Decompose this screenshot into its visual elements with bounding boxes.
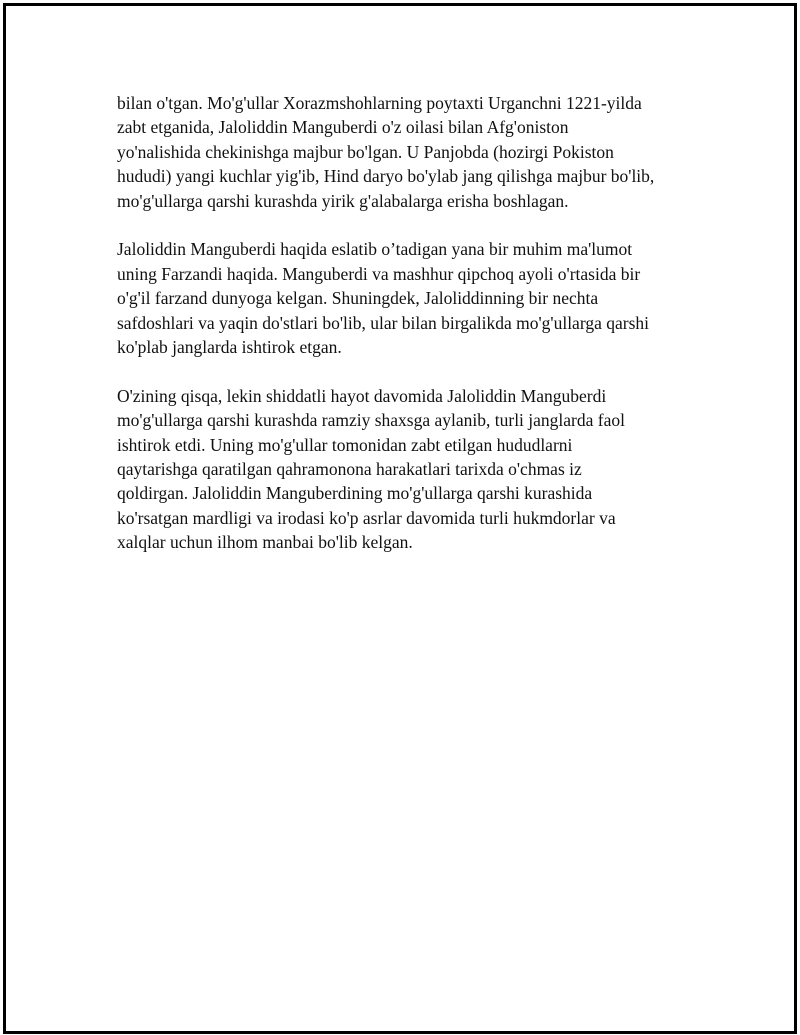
text-line: hududi) yangi kuchlar yig'ib, Hind daryo bo'ylab jang qilishga majbur bo'lib, <box>117 166 655 187</box>
paragraph-3 <box>117 384 697 555</box>
document-body <box>117 91 697 579</box>
text-line: xalqlar uchun ilhom manbai bo'lib kelgan. <box>117 532 413 553</box>
text-line: Jaloliddin Manguberdi haqida eslatib o’tadigan yana bir muhim ma'lumot <box>117 239 633 260</box>
paragraph-2 <box>117 237 697 359</box>
text-line: O'zining qisqa, lekin shiddatli hayot davomida Jaloliddin Manguberdi <box>117 385 607 406</box>
text-line: qoldirgan. Jaloliddin Manguberdining mo'g'ullarga qarshi kurashida <box>117 483 593 504</box>
text-line: mo'g'ullarga qarshi kurashda yirik g'alabalarga erisha boshlagan. <box>117 190 569 211</box>
paragraph-1 <box>117 91 697 213</box>
text-line: ko'plab janglarda ishtirok etgan. <box>117 337 342 358</box>
text-line: bilan o'tgan. Mo'g'ullar Xorazmshohlarning poytaxti Urganchni 1221-yilda <box>117 93 642 113</box>
text-line: mo'g'ullarga qarshi kurashda ramziy shaxsga aylanib, turli janglarda faol <box>117 410 625 431</box>
text-line: o'g'il farzand dunyoga kelgan. Shuningdek, Jaloliddinning bir nechta <box>117 288 599 309</box>
text-line: yo'nalishida chekinishga majbur bo'lgan. U Panjobda (hozirgi Pokiston <box>117 141 614 162</box>
text-line: qaytarishga qaratilgan qahramonona harakatlari tarixda o'chmas iz <box>117 459 582 480</box>
text-line: ishtirok etdi. Uning mo'g'ullar tomonidan zabt etilgan hududlarni <box>117 434 573 455</box>
text-line: uning Farzandi haqida. Manguberdi va mashhur qipchoq ayoli o'rtasida bir <box>117 263 641 284</box>
text-line: zabt etganida, Jaloliddin Manguberdi o'z oilasi bilan Afg'oniston <box>117 117 569 138</box>
text-line: safdoshlari va yaqin do'stlari bo'lib, ular bilan birgalikda mo'g'ullarga qarshi <box>117 312 649 333</box>
text-line: ko'rsatgan mardligi va irodasi ko'p asrlar davomida turli hukmdorlar va <box>117 507 616 528</box>
